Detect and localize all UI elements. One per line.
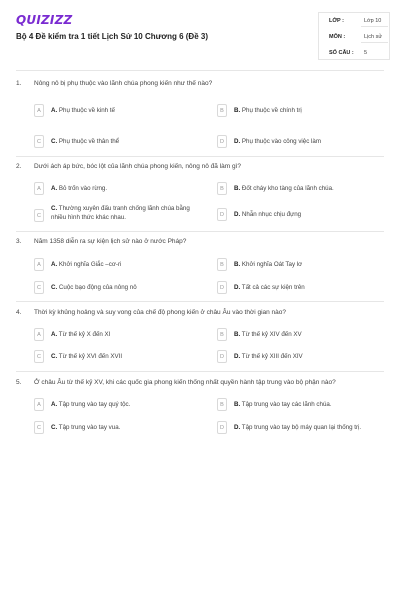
option-text: Từ thế kỷ XIII đến XIV xyxy=(241,353,303,360)
option-text: Từ thế kỷ XIV đến XV xyxy=(241,331,302,338)
option-letter-box[interactable]: B xyxy=(217,104,227,117)
option-prefix: B. xyxy=(234,107,241,114)
question-number: 1. xyxy=(16,80,22,87)
meta-label: SỐ CÂU : xyxy=(329,50,354,56)
option-prefix: C. xyxy=(51,424,58,431)
option-prefix: B. xyxy=(234,261,241,268)
option-text: Cuộc bạo động của nông nô xyxy=(58,284,137,291)
meta-value: Lịch sử xyxy=(364,34,383,40)
meta-class-row xyxy=(319,13,391,29)
option-text: Tập trung vào tay bộ máy quan lại thống trị. xyxy=(241,424,362,431)
option-letter-box[interactable]: D xyxy=(217,281,227,294)
question-number: 4. xyxy=(16,309,22,316)
option-text: Phụ thuộc về chính trị xyxy=(241,107,302,114)
question-text: Dưới ách áp bức, bóc lột của lãnh chúa phong kiến, nông nô đã làm gì? xyxy=(34,163,242,170)
option-letter-box[interactable]: B xyxy=(217,398,227,411)
option-prefix: B. xyxy=(234,331,241,338)
option-prefix: A. xyxy=(51,331,58,338)
option-letter-box[interactable]: C xyxy=(34,350,44,363)
question-number: 5. xyxy=(16,379,22,386)
option-letter-box[interactable]: A xyxy=(34,182,44,195)
meta-divider xyxy=(361,42,388,43)
option-letter-box[interactable]: B xyxy=(217,328,227,341)
header-divider xyxy=(16,70,384,71)
option-letter-box[interactable]: D xyxy=(217,208,227,221)
question-divider xyxy=(16,371,384,372)
question-text: Ở châu Âu từ thế kỷ XV, khi các quốc gia phong kiến thống nhất quyền hành tập trung vào bộ phận nào? xyxy=(34,379,336,386)
option-prefix: B. xyxy=(234,401,241,408)
meta-label: LỚP : xyxy=(329,18,344,24)
question-divider xyxy=(16,156,384,157)
worksheet-header xyxy=(0,0,400,78)
option-letter-box[interactable]: C xyxy=(34,135,44,148)
question-divider xyxy=(16,231,384,232)
option-letter-box[interactable]: A xyxy=(34,328,44,341)
option-prefix: A. xyxy=(51,185,58,192)
option-text: Tập trung vào tay vua. xyxy=(58,424,121,431)
option-prefix: C. xyxy=(51,205,58,212)
option-letter-box[interactable]: C xyxy=(34,281,44,294)
question-text: Năm 1358 diễn ra sự kiện lịch sử nào ở nước Pháp? xyxy=(34,238,187,245)
option-text: Thường xuyên đấu tranh chống lãnh chúa bằng nhiều hình thức khác nhau. xyxy=(51,205,190,221)
option-text: Phụ thuộc vào công việc làm xyxy=(241,138,322,145)
option-text: Tập trung vào tay quý tộc. xyxy=(58,401,131,408)
option-letter-box[interactable]: D xyxy=(217,350,227,363)
option-prefix: D. xyxy=(234,138,241,145)
question-number: 3. xyxy=(16,238,22,245)
option-letter-box[interactable]: A xyxy=(34,258,44,271)
option-prefix: A. xyxy=(51,107,58,114)
option-letter-box[interactable]: A xyxy=(34,398,44,411)
option-text: Khởi nghĩa Oát Tay lơ xyxy=(241,261,303,268)
option-text: Tập trung vào tay các lãnh chúa. xyxy=(241,401,332,408)
worksheet-title: Bộ 4 Đề kiểm tra 1 tiết Lịch Sử 10 Chương 6 (Đề 3) xyxy=(16,32,208,41)
option-letter-box[interactable]: D xyxy=(217,135,227,148)
option-text: Phụ thuộc về thân thể xyxy=(58,138,120,145)
option-letter-box[interactable]: B xyxy=(217,182,227,195)
quizizz-logo: QUIZIZZ xyxy=(16,13,73,27)
question-divider xyxy=(16,301,384,302)
option-prefix: C. xyxy=(51,353,58,360)
option-prefix: C. xyxy=(51,138,58,145)
meta-value: Lớp 10 xyxy=(364,18,382,24)
meta-box xyxy=(318,12,390,60)
option-prefix: A. xyxy=(51,401,58,408)
option-letter-box[interactable]: B xyxy=(217,258,227,271)
option-text: Từ thế kỷ XVI đến XVII xyxy=(58,353,123,360)
option-letter-box[interactable]: A xyxy=(34,104,44,117)
meta-divider xyxy=(361,26,388,27)
meta-count-row xyxy=(319,45,391,61)
option-text: Tất cả các sự kiện trên xyxy=(241,284,305,291)
option-letter-box[interactable]: C xyxy=(34,421,44,434)
meta-label: MÔN : xyxy=(329,34,346,40)
option-prefix: B. xyxy=(234,185,241,192)
option-prefix: D. xyxy=(234,353,241,360)
option-prefix: D. xyxy=(234,211,241,218)
option-letter-box[interactable]: D xyxy=(217,421,227,434)
question-text: Nông nô bị phụ thuộc vào lãnh chúa phong kiến như thế nào? xyxy=(34,80,213,87)
option-prefix: D. xyxy=(234,424,241,431)
option-prefix: C. xyxy=(51,284,58,291)
option-prefix: A. xyxy=(51,261,58,268)
option-text: Từ thế kỷ X đến XI xyxy=(58,331,111,338)
option-text: Đốt cháy kho tàng của lãnh chúa. xyxy=(241,185,334,192)
option-text: Phụ thuộc về kinh tế xyxy=(58,107,115,114)
option-prefix: D. xyxy=(234,284,241,291)
meta-value: 5 xyxy=(364,50,368,56)
option-text: Bỏ trốn vào rừng. xyxy=(58,185,108,192)
question-text: Thời kỳ khủng hoảng và suy vong của chế độ phong kiến ở châu Âu vào thời gian nào? xyxy=(34,309,287,316)
option-text: Khởi nghĩa Giắc –cơ-ri xyxy=(58,261,122,268)
meta-subject-row xyxy=(319,29,391,45)
option-text: Nhẫn nhục chịu đựng xyxy=(241,211,302,218)
question-number: 2. xyxy=(16,163,22,170)
option-letter-box[interactable]: C xyxy=(34,209,44,222)
